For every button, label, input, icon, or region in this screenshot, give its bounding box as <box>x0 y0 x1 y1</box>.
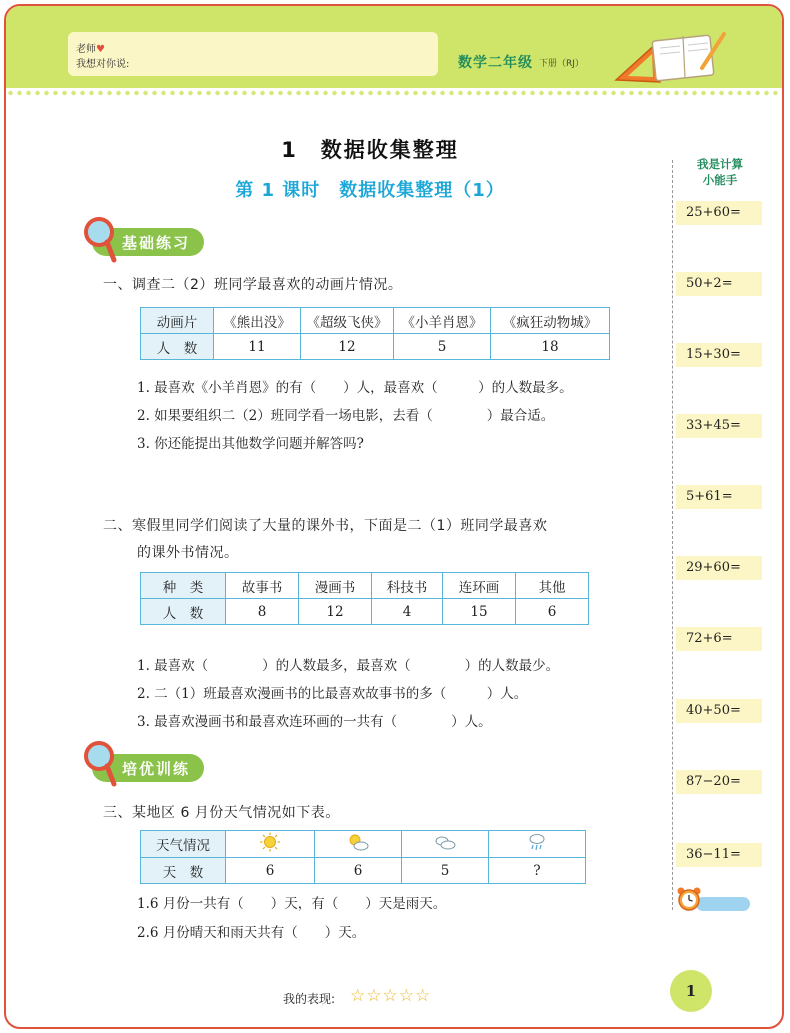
weather-table <box>140 830 586 884</box>
magnifier-icon <box>82 740 128 790</box>
table-cell: 4 <box>372 599 443 625</box>
table-cell <box>402 831 489 858</box>
note-line1: 老师 <box>76 44 96 55</box>
table-cell: 人 数 <box>141 599 226 625</box>
table-row <box>141 334 610 360</box>
table-row <box>141 831 586 858</box>
book-ruler-icon <box>608 28 728 88</box>
rating-stars[interactable]: ☆☆☆☆☆ <box>350 986 432 1006</box>
question-1-sub-1: 1. 最喜欢《小羊肖恩》的有（ ）人，最喜欢（ ）的人数最多。 <box>137 380 573 396</box>
lesson-title: 第 1 课时 数据收集整理（1） <box>235 180 505 201</box>
table-cell: 18 <box>491 334 610 360</box>
question-2-sub-1: 1. 最喜欢（ ）的人数最多，最喜欢（ ）的人数最少。 <box>137 658 560 674</box>
table-cell: ? <box>489 858 586 884</box>
header-dotted-border <box>6 90 782 96</box>
teacher-note-box <box>68 32 438 76</box>
question-3-sub-1: 1.6 月份一共有（ ）天，有（ ）天是雨天。 <box>137 896 447 912</box>
table-row <box>141 858 586 884</box>
sunny-icon <box>259 832 281 852</box>
magnifier-icon <box>82 216 128 266</box>
table-cell: 连环画 <box>443 573 516 599</box>
table-row <box>141 599 589 625</box>
question-3-sub-2: 2.6 月份晴天和雨天共有（ ）天。 <box>137 925 366 941</box>
performance-label: 我的表现: <box>283 992 336 1006</box>
rain-icon <box>526 831 548 853</box>
calc-problem: 36−11= <box>676 843 762 867</box>
table-cell: 其他 <box>516 573 589 599</box>
table-row <box>141 308 610 334</box>
calc-problem: 25+60= <box>676 201 762 225</box>
question-2-sub-3: 3. 最喜欢漫画书和最喜欢连环画的一共有（ ）人。 <box>137 714 492 730</box>
table-cell: 12 <box>299 599 372 625</box>
chapter-title: 1 数据收集整理 <box>281 138 459 162</box>
alarm-clock-icon <box>676 886 702 912</box>
question-1-sub-3: 3. 你还能提出其他数学问题并解答吗? <box>137 436 364 452</box>
table-cell: 11 <box>214 334 301 360</box>
grade-title: 数学二年级 <box>458 55 533 71</box>
table-cell <box>226 831 315 858</box>
table-cell: 《疯狂动物城》 <box>491 308 610 334</box>
calc-problem: 87−20= <box>676 770 762 794</box>
table-cell: 6 <box>226 858 315 884</box>
question-2-prompt-line2: 的课外书情况。 <box>137 545 239 561</box>
cloudy-icon <box>433 832 457 852</box>
calc-problem: 40+50= <box>676 699 762 723</box>
calc-problem: 5+61= <box>676 485 762 509</box>
question-1-prompt: 一、调查二（2）班同学最喜欢的动画片情况。 <box>103 277 403 293</box>
calc-problem: 29+60= <box>676 556 762 580</box>
table-cell: 8 <box>226 599 299 625</box>
question-2-sub-2: 2. 二（1）班最喜欢漫画书的比最喜欢故事书的多（ ）人。 <box>137 686 528 702</box>
sidebar-title-line2: 小能手 <box>702 173 738 187</box>
table-cell: 天 数 <box>141 858 226 884</box>
timer-bar <box>696 897 750 911</box>
sidebar-title <box>682 156 758 188</box>
table-row <box>141 573 589 599</box>
table-cell: 种 类 <box>141 573 226 599</box>
page-number-value: 1 <box>685 982 697 1000</box>
table-cell <box>315 831 402 858</box>
question-2-prompt-line1: 二、寒假里同学们阅读了大量的课外书，下面是二（1）班同学最喜欢 <box>103 518 548 534</box>
sidebar-divider <box>672 160 673 910</box>
grade-label <box>450 50 592 74</box>
calc-problem: 50+2= <box>676 272 762 296</box>
sidebar-title-line1: 我是计算 <box>697 157 743 171</box>
table-cell: 15 <box>443 599 516 625</box>
table-cell: 6 <box>315 858 402 884</box>
table-cell: 天气情况 <box>141 831 226 858</box>
table-cell: 《熊出没》 <box>214 308 301 334</box>
question-1-sub-2: 2. 如果要组织二（2）班同学看一场电影，去看（ ）最合适。 <box>137 408 555 424</box>
table-cell: 5 <box>402 858 489 884</box>
section-badge-advanced-label: 培优训练 <box>122 759 191 778</box>
table-cell: 《小羊肖恩》 <box>394 308 491 334</box>
note-line2: 我想对你说: <box>76 59 130 70</box>
calc-problem: 15+30= <box>676 343 762 367</box>
table-cell <box>489 831 586 858</box>
books-table <box>140 572 589 625</box>
heart-icon: ♥ <box>96 44 105 55</box>
cartoon-table <box>140 307 610 360</box>
calc-problem: 33+45= <box>676 414 762 438</box>
question-3-prompt: 三、某地区 6 月份天气情况如下表。 <box>103 805 340 821</box>
table-cell: 《超级飞侠》 <box>301 308 394 334</box>
partly-cloudy-icon <box>346 832 370 852</box>
table-cell: 科技书 <box>372 573 443 599</box>
grade-subtitle: 下册（RJ） <box>539 58 584 69</box>
table-cell: 6 <box>516 599 589 625</box>
table-cell: 动画片 <box>141 308 214 334</box>
calc-problem: 72+6= <box>676 627 762 651</box>
table-cell: 人 数 <box>141 334 214 360</box>
section-badge-basic-label: 基础练习 <box>122 233 191 252</box>
page-number <box>670 970 712 1012</box>
table-cell: 故事书 <box>226 573 299 599</box>
table-cell: 漫画书 <box>299 573 372 599</box>
header-band <box>6 6 782 88</box>
table-cell: 12 <box>301 334 394 360</box>
table-cell: 5 <box>394 334 491 360</box>
